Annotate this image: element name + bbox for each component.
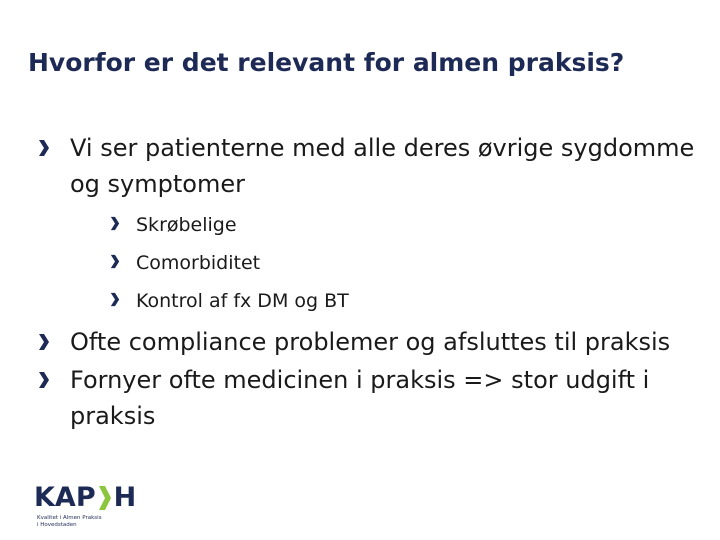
logo-tagline-line2: i Hovedstaden	[37, 522, 77, 528]
slide-title: Hvorfor er det relevant for almen praksis?	[28, 48, 625, 77]
bullet-text: Vi ser patienterne med alle deres øvrige sygdomme og symptomer	[70, 134, 695, 198]
bullet-item	[38, 130, 698, 320]
sub-bullet-text: Skrøbelige	[136, 214, 237, 236]
chevron-right-icon	[38, 371, 50, 389]
sub-bullet-item	[110, 206, 698, 244]
chevron-right-icon	[110, 216, 120, 231]
chevron-right-icon	[110, 254, 120, 269]
logo-tagline	[37, 515, 102, 529]
bullet-text: Fornyer ofte medicinen i praksis => stor udgift i praksis	[70, 366, 650, 430]
sub-bullet-text: Kontrol af fx DM og BT	[136, 290, 349, 312]
sub-bullet-item	[110, 244, 698, 282]
logo-tagline-line1: Kvalitet i Almen Praksis	[37, 515, 102, 521]
chevron-right-icon	[38, 139, 50, 157]
bullet-list	[38, 130, 698, 436]
logo-chevron-icon	[97, 484, 113, 512]
bullet-text: Ofte compliance problemer og afsluttes til praksis	[70, 328, 671, 356]
logo-letters-left: KAP	[34, 482, 96, 513]
bullet-item	[38, 324, 698, 360]
sub-bullet-item	[110, 282, 698, 320]
chevron-right-icon	[110, 292, 120, 307]
chevron-right-icon	[38, 333, 50, 351]
logo-wordmark	[34, 484, 136, 512]
sub-bullet-text: Comorbiditet	[136, 252, 261, 274]
logo-letters-right: H	[113, 482, 137, 513]
bullet-item	[38, 362, 698, 434]
kaph-logo	[34, 484, 154, 540]
sub-bullet-list	[110, 206, 698, 320]
